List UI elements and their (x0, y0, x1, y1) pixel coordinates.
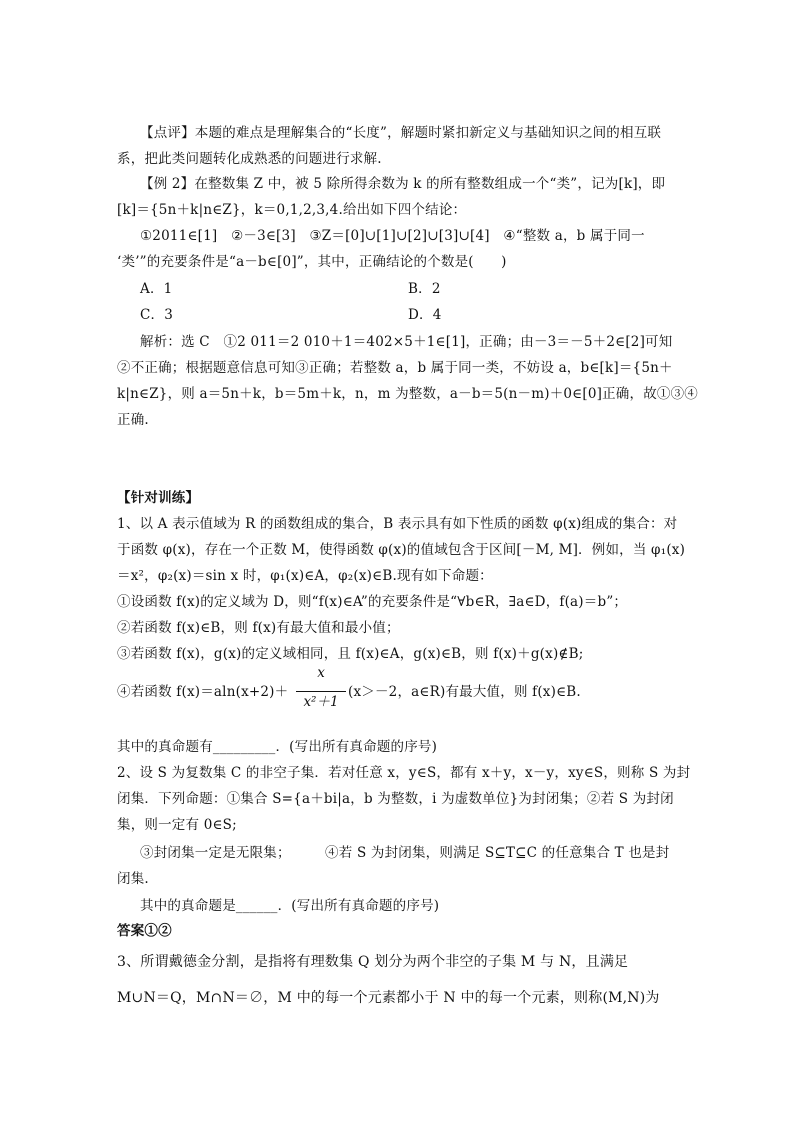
example-line-4: ‘类’”的充要条件是“a－b∈[0]”，其中，正确结论的个数是( ) (117, 254, 507, 270)
example-line-3: ①2011∈[1] ②－3∈[3] ③Z＝[0]∪[1]∪[2]∪[3]∪[4] ④“整数 a，b 属于同一 (140, 228, 645, 244)
q1-item-3: ③若函数 f(x)，g(x)的定义域相同，且 f(x)∈A，g(x)∈B，则 f(x)＋g(x)∉B; (117, 646, 584, 662)
q2-line-3: 集，则一定有 0∈S; (117, 817, 237, 833)
q1-item-4-numerator: x (317, 665, 325, 681)
q2-line-2: 闭集．下列命题：①集合 S={a＋bi|a，b 为整数，i 为虚数单位}为封闭集；②若 S 为封闭 (117, 791, 674, 807)
solution-line-3: k|n∈Z}，则 a＝5n＋k，b＝5m＋k，n，m 为整数，a－b＝5(n－m)＋0∈[0]正确，故①③④ (117, 386, 699, 402)
training-heading: 【针对训练】 (117, 490, 200, 506)
q1-item-1: ①设函数 f(x)的定义域为 D，则“f(x)∈A”的充要条件是“∀b∈R，∃a∈D，f(a)＝b”； (117, 594, 628, 610)
q2-line-1: 2、设 S 为复数集 C 的非空子集．若对任意 x，y∈S，都有 x＋y，x－y，xy∈S，则称 S 为封 (117, 765, 691, 781)
q1-item-4-left: ④若函数 f(x)＝aln(x+2)＋ (117, 684, 289, 700)
q1-item-2: ②若函数 f(x)∈B，则 f(x)有最大值和最小值； (117, 620, 400, 636)
example-line-1: 【例 2】在整数集 Z 中，被 5 除所得余数为 k 的所有整数组成一个“类”，记为[k]，即 (140, 176, 666, 192)
q1-item-4-right: (x＞－2，a∈R)有最大值，则 f(x)∈B. (348, 684, 581, 700)
q2-line-5: 闭集. (117, 871, 149, 887)
q1-line-1: 1、以 A 表示值域为 R 的函数组成的集合，B 表示具有如下性质的函数 φ(x)组成的集合：对 (117, 516, 678, 532)
q3-line-2: M∪N＝Q，M∩N＝∅，M 中的每一个元素都小于 N 中的每一个元素，则称(M,N)为 (117, 990, 660, 1006)
option-b: B．2 (408, 281, 441, 297)
option-d: D．4 (408, 307, 442, 323)
q2-line-4: ③封闭集一定是无限集； ④若 S 为封闭集，则满足 S⊆T⊆C 的任意集合 T 也是封 (140, 845, 670, 861)
option-a: A．1 (140, 281, 173, 297)
q2-line-6: 其中的真命题是______．(写出所有真命题的序号) (140, 898, 440, 914)
comment-line-2: 系，把此类问题转化成熟悉的问题进行求解. (117, 151, 382, 167)
example-line-2: [k]＝{5n＋k|n∈Z}，k＝0,1,2,3,4.给出如下四个结论： (117, 202, 467, 218)
fraction-bar (296, 691, 346, 692)
answer: 答案①② (117, 923, 172, 939)
q1-line-3: ＝x²，φ₂(x)＝sin x 时，φ₁(x)∈A，φ₂(x)∈B.现有如下命题： (117, 568, 493, 584)
option-c: C．3 (140, 307, 174, 323)
comment-line-1: 【点评】本题的难点是理解集合的“长度”，解题时紧扣新定义与基础知识之间的相互联 (140, 125, 662, 141)
q1-line-2: 于函数 φ(x)，存在一个正数 M，使得函数 φ(x)的值域包含于区间[－M, M]．例如，当 φ₁(x) (117, 542, 686, 558)
solution-line-1: 解析：选 C ①2 011＝2 010＋1＝402×5＋1∈[1]，正确；由－3＝－5＋2∈[2]可知 (140, 334, 673, 350)
q1-tail: 其中的真命题有_________．(写出所有真命题的序号) (117, 739, 438, 755)
solution-line-2: ②不正确；根据题意信息可知③正确；若整数 a，b 属于同一类，不妨设 a，b∈[k]＝{5n＋ (117, 360, 673, 376)
q3-line-1: 3、所谓戴德金分割，是指将有理数集 Q 划分为两个非空的子集 M 与 N，且满足 (117, 954, 629, 970)
q1-item-4-denominator: x²＋1 (303, 694, 339, 710)
solution-line-4: 正确. (117, 412, 149, 428)
